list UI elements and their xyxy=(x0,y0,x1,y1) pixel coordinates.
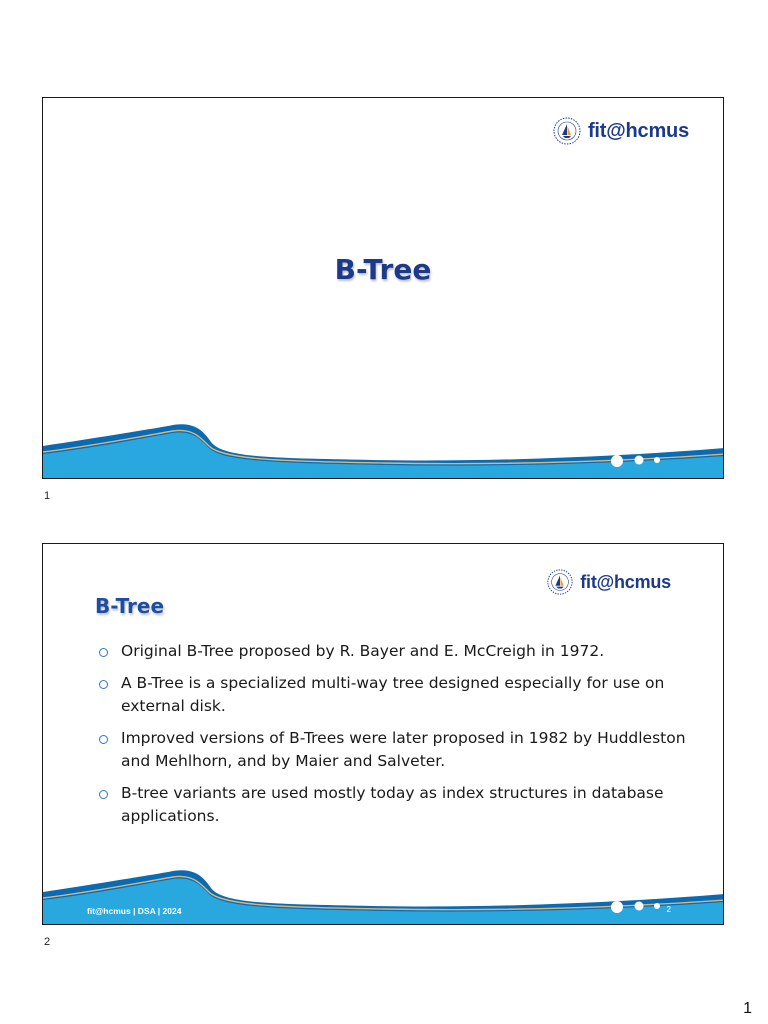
bullet-circle-icon xyxy=(99,735,108,744)
fit-hcmus-logo xyxy=(546,568,671,596)
bullet-circle-icon xyxy=(99,648,108,657)
bullet-circle-icon xyxy=(99,680,108,689)
wave-decoration xyxy=(43,408,724,478)
bullet-item: Improved versions of B-Trees were later proposed in 1982 by Huddleston and Mehlhorn, and by Maier and Salveter. xyxy=(99,727,689,773)
slide-footer: fit@hcmus | DSA | 2024 xyxy=(87,906,182,916)
bullet-item: Original B-Tree proposed by R. Bayer and E. McCreigh in 1972. xyxy=(99,640,689,663)
bullet-item: A B-Tree is a specialized multi-way tree designed especially for use on external disk. xyxy=(99,672,689,718)
university-seal-icon xyxy=(552,116,582,146)
slide-1 xyxy=(42,97,724,479)
bullet-circle-icon xyxy=(99,790,108,799)
page-number: 1 xyxy=(743,1000,752,1017)
slide-title: B-Tree xyxy=(95,594,165,618)
university-seal-icon xyxy=(546,568,574,596)
slide-label-1: 1 xyxy=(44,490,51,502)
slide-2 xyxy=(42,543,724,925)
slide-footer-number: 2 xyxy=(666,905,671,914)
bullet-list xyxy=(99,640,689,837)
logo-text: fit@hcmus xyxy=(580,571,671,592)
slide-title: B-Tree xyxy=(334,253,432,286)
bullet-item: B-tree variants are used mostly today as index structures in database applications. xyxy=(99,782,689,828)
fit-hcmus-logo xyxy=(552,116,689,146)
logo-text: fit@hcmus xyxy=(587,119,689,142)
slide-label-2: 2 xyxy=(44,936,51,948)
